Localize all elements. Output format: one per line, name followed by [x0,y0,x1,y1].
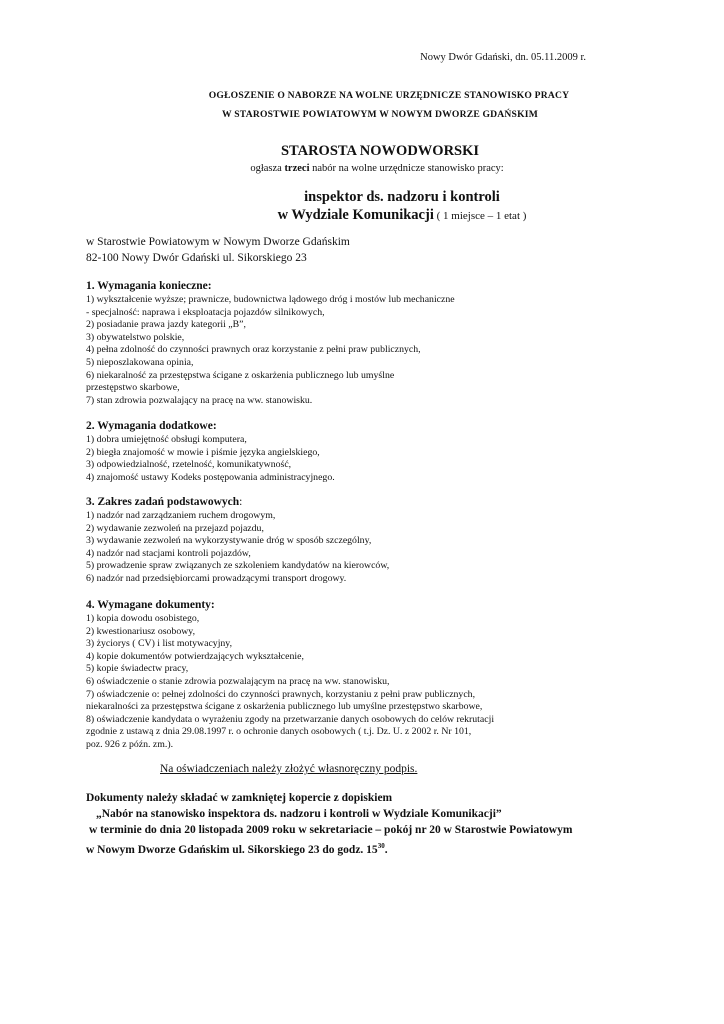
list-item: 5) nieposzlakowana opinia, [86,356,194,368]
list-item: 5) prowadzenie spraw związanych ze szkoleniem kandydatów na kierowców, [86,560,390,572]
list-item: 2) biegła znajomość w mowie i piśmie języka angielskiego, [86,446,320,458]
section-title-colon: : [239,496,243,508]
list-item: niekaralności za przestępstwa ścigane z oskarżenia publicznego lub umyślne przestępstwo skarbowe, [86,701,483,713]
position-title: inspektor ds. nadzoru i kontroli [304,189,500,205]
department-name: w Wydziale Komunikacji [277,207,434,223]
list-item: 1) kopia dowodu osobistego, [86,613,200,624]
submission-line-1: Dokumenty należy składać w zamkniętej kopercie z dopiskiem [86,792,393,804]
list-item: 3) odpowiedzialność, rzetelność, komunikatywność, [86,459,292,471]
section-title: 2. Wymagania dodatkowe: [86,420,217,432]
list-item: 1) dobra umiejętność obsługi komputera, [86,434,247,445]
list-item: 4) znajomość ustawy Kodeks postępowania administracyjnego. [86,471,335,483]
list-item: 8) oświadczenie kandydata o wyrażeniu zgody na przetwarzanie danych osobowych do celów rekrutacji [86,713,495,725]
list-item: 6) niekaralność za przestępstwa ścigane z oskarżenia publicznego lub umyślne [86,369,395,381]
section-title-text: 3. Zakres zadań podstawowych [86,496,240,508]
signature-note: Na oświadczeniach należy złożyć własnoręczny podpis. [160,763,418,775]
announce-bold: trzeci [284,163,310,174]
list-item: 7) stan zdrowia pozwalający na pracę na ww. stanowisku. [86,394,313,406]
submission-line-3: w terminie do dnia 20 listopada 2009 roku w sekretariacie – pokój nr 20 w Starostwie Powiatowym [89,824,573,836]
section-additional [86,419,646,484]
header-line-1: OGŁOSZENIE O NABORZE NA WOLNE URZĘDNICZE STANOWISKO PRACY [208,90,570,101]
list-item: zgodnie z ustawą z dnia 29.08.1997 r. o ochronie danych osobowych ( t.j. Dz. U. z 2002 r. Nr 101, [86,726,472,738]
list-item: 2) kwestionariusz osobowy, [86,625,196,637]
list-item: - specjalność: naprawa i eksploatacja pojazdów silnikowych, [86,306,325,318]
list-item: 6) oświadczenie o stanie zdrowia pozwalającym na pracę na ww. stanowisku, [86,675,390,687]
section-title: 1. Wymagania konieczne: [86,280,212,292]
position-count: ( 1 miejsce – 1 etat ) [433,210,527,222]
list-item: 2) posiadanie prawa jazdy kategorii „B”, [86,319,246,331]
submission-instructions [86,790,572,858]
section-title: 4. Wymagane dokumenty: [86,599,215,611]
date-line: Nowy Dwór Gdański, dn. 05.11.2009 r. [420,52,586,63]
list-item: poz. 926 z późn. zm.). [86,738,174,750]
list-item: 4) kopie dokumentów potwierdzających wykształcenie, [86,650,304,662]
list-item: 4) nadzór nad stacjami kontroli pojazdów, [86,547,251,559]
list-item: 4) pełna zdolność do czynności prawnych oraz korzystanie z pełni praw publicznych, [86,344,421,356]
submission-time-minutes: 30 [377,842,385,850]
submission-line-4 [86,838,572,858]
position-department [0,207,724,224]
list-item: 7) oświadczenie o: pełnej zdolności do czynności prawnych, korzystaniu z pełni praw publicznych, [86,688,476,700]
starosta-title: STAROSTA NOWODWORSKI [280,143,480,159]
address-line-2: 82-100 Nowy Dwór Gdański ul. Sikorskiego 23 [86,252,307,264]
announce-before: ogłasza [250,163,285,174]
section-required [86,279,646,407]
list-item: 1) nadzór nad zarządzaniem ruchem drogowym, [86,510,276,521]
section-duties [86,495,646,586]
submission-line-4-text: w Nowym Dworze Gdańskim ul. Sikorskiego 23 do godz. 15 [86,844,378,856]
submission-line-4-end: . [384,844,388,856]
section-title [86,495,646,509]
announce-line [0,163,724,174]
section-documents [86,598,646,752]
list-item: 5) kopie świadectw pracy, [86,663,189,675]
list-item: 3) obywatelstwo polskie, [86,331,185,343]
list-item: 3) wydawanie zezwoleń na wykorzystywanie dróg w sposób szczególny, [86,535,372,547]
address-line-1: w Starostwie Powiatowym w Nowym Dworze Gdańskim [86,236,350,248]
list-item: 3) życiorys ( CV) i list motywacyjny, [86,638,233,650]
submission-line-2: „Nabór na stanowisko inspektora ds. nadzoru i kontroli w Wydziale Komunikacji” [96,808,502,820]
list-item: 1) wykształcenie wyższe; prawnicze, budownictwa lądowego dróg i mostów lub mechaniczne [86,294,455,305]
header-line-2: W STAROSTWIE POWIATOWYM W NOWYM DWORZE GDAŃSKIM [222,109,538,120]
list-item: przestępstwo skarbowe, [86,382,180,394]
announce-after: nabór na wolne urzędnicze stanowisko pracy: [309,163,504,174]
list-item: 6) nadzór nad przedsiębiorcami prowadzącymi transport drogowy. [86,572,347,584]
list-item: 2) wydawanie zezwoleń na przejazd pojazdu, [86,522,264,534]
